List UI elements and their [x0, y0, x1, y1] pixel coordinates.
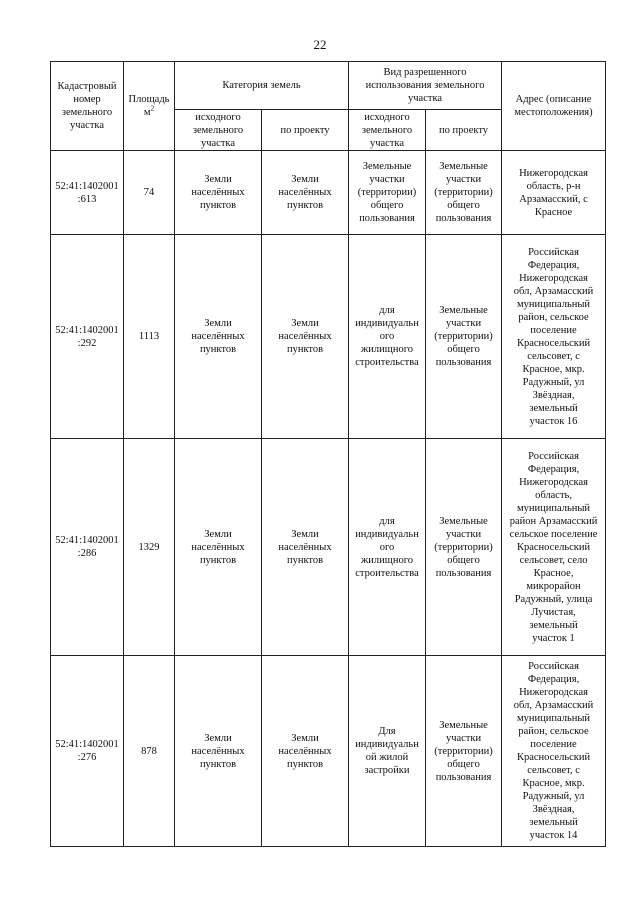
header-category-original: исходного земельного участка — [175, 110, 262, 151]
category-project-cell: Земли населённых пунктов — [262, 235, 349, 439]
address-cell: Российская Федерация, Нижегородская обл, Арзамасский муниципальный район, сельское поселение Красносельский сельсовет, с Красное, мкр. Радужный, ул Звёздная, земельный участок 14 — [502, 656, 606, 847]
land-plots-table — [50, 61, 606, 847]
header-area-unit: м — [143, 107, 151, 118]
category-original-cell: Земли населённых пунктов — [175, 151, 262, 235]
use-original-cell: для индивидуальн ого жилищного строительства — [349, 235, 426, 439]
header-area-label: Площадь — [128, 94, 170, 105]
use-project-cell: Земельные участки (территории) общего пользования — [426, 235, 502, 439]
header-permitted-use: Вид разрешенного использования земельного участка — [349, 62, 502, 110]
address-cell: Нижегородская область, р-н Арзамасский, с Красное — [502, 151, 606, 235]
area-cell: 1329 — [124, 439, 175, 656]
header-category-project: по проекту — [262, 110, 349, 151]
header-use-original: исходного земельного участка — [349, 110, 426, 151]
header-area — [124, 62, 175, 151]
category-original-cell: Земли населённых пунктов — [175, 235, 262, 439]
header-cadastral-number: Кадастровый номер земельного участка — [51, 62, 124, 151]
use-original-cell: Земельные участки (территории) общего пользования — [349, 151, 426, 235]
use-original-cell: Для индивидуальн ой жилой застройки — [349, 656, 426, 847]
header-use-project: по проекту — [426, 110, 502, 151]
category-original-cell: Земли населённых пунктов — [175, 656, 262, 847]
category-project-cell: Земли населённых пунктов — [262, 151, 349, 235]
area-cell: 1113 — [124, 235, 175, 439]
use-project-cell: Земельные участки (территории) общего пользования — [426, 439, 502, 656]
cadastral-number-cell: 52:41:1402001 :613 — [51, 151, 124, 235]
use-project-cell: Земельные участки (территории) общего пользования — [426, 151, 502, 235]
cadastral-number-cell: 52:41:1402001 :276 — [51, 656, 124, 847]
category-original-cell: Земли населённых пунктов — [175, 439, 262, 656]
cadastral-number-cell: 52:41:1402001 :286 — [51, 439, 124, 656]
address-cell: Российская Федерация, Нижегородская область, муниципальный район Арзамасский сельское поселение Красносельский сельсовет, село Красное, микрорайон Радужный, улица Лучистая, земельный участок 1 — [502, 439, 606, 656]
category-project-cell: Земли населённых пунктов — [262, 656, 349, 847]
header-address: Адрес (описание местоположения) — [502, 62, 606, 151]
table-row — [51, 235, 606, 439]
category-project-cell: Земли населённых пунктов — [262, 439, 349, 656]
cadastral-number-cell: 52:41:1402001 :292 — [51, 235, 124, 439]
table-row — [51, 151, 606, 235]
page-number: 22 — [313, 37, 327, 52]
header-land-category: Категория земель — [175, 62, 349, 110]
table-row — [51, 656, 606, 847]
use-original-cell: для индивидуальн ого жилищного строительства — [349, 439, 426, 656]
area-cell: 74 — [124, 151, 175, 235]
area-cell: 878 — [124, 656, 175, 847]
use-project-cell: Земельные участки (территории) общего пользования — [426, 656, 502, 847]
table-row — [51, 439, 606, 656]
address-cell: Российская Федерация, Нижегородская обл, Арзамасский муниципальный район, сельское поселение Красносельский сельсовет, с Красное, мкр. Радужный, ул Звёздная, земельный участок 16 — [502, 235, 606, 439]
header-area-unit-sup: 2 — [150, 104, 155, 113]
